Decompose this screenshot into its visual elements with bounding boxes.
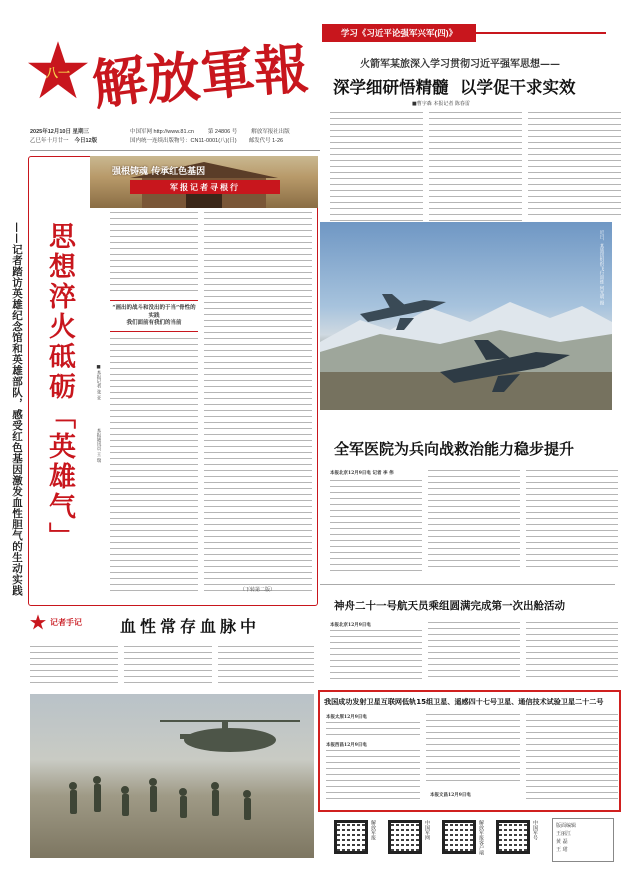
- shenzhou-headline: 神舟二十一号航天员乘组圆满完成第一次出舱活动: [334, 600, 565, 612]
- column-banner: [90, 156, 318, 208]
- masthead-info: [30, 128, 320, 150]
- shenzhou-body: [330, 630, 422, 684]
- masthead-char: 軍: [197, 39, 258, 109]
- lead-body: [528, 112, 621, 218]
- lead-byline: ■曹宇森 本报记者 陈春雷: [412, 101, 470, 107]
- feature-body: [110, 338, 198, 598]
- shenzhou-body: [526, 622, 618, 684]
- editor-name: 王丽江: [556, 831, 572, 837]
- masthead-char: 解: [88, 46, 151, 118]
- editor-name: 黄 磊: [556, 839, 568, 845]
- masthead-char: 報: [252, 36, 311, 104]
- editor-box: [552, 818, 614, 862]
- feature-headline: 思想淬火砥砺「英雄气」: [44, 222, 75, 552]
- hospital-body: [330, 480, 422, 574]
- commentary-tag: [30, 614, 90, 630]
- column-banner-title: 强根铸魂 传承红色基因: [112, 167, 206, 177]
- hospital-body: [526, 470, 618, 574]
- satellite-byline: 本报太原12月9日电: [326, 715, 367, 720]
- jet-photo: [320, 222, 612, 410]
- satellite-body: [526, 714, 618, 804]
- feature-byline: 本报通讯员 王 瑞: [96, 428, 101, 463]
- qr-label: 中国军号: [532, 820, 538, 840]
- shenzhou-byline: 本报北京12月9日电: [330, 623, 371, 628]
- satellite-body: [326, 722, 420, 740]
- postal-code: 邮发代号 1-26: [248, 138, 284, 144]
- qr-code-icon[interactable]: [334, 820, 368, 854]
- issue-date: 2025年12月10日 星期三: [30, 129, 89, 135]
- star-emblem-icon: [28, 40, 88, 100]
- svg-text:八一: 八一: [45, 66, 71, 81]
- commentary-body: [124, 646, 212, 688]
- lead-headline: 深学细研悟精髓 以学促干求实效: [333, 78, 576, 97]
- feature-subhead: 我们面前有我们的当前: [126, 320, 182, 326]
- qr-label: 解放军报: [370, 820, 376, 840]
- masthead-char: 放: [144, 44, 203, 112]
- training-photo: [30, 694, 314, 858]
- masthead-title: [88, 22, 312, 118]
- feature-deck: ——记者踏访英雄纪念馆和英雄部队，感受红色基因激发血性胆气的生动实践: [11, 222, 23, 596]
- commentary-headline: 血性常存血脉中: [120, 617, 261, 636]
- qr-label: 中国军网: [424, 820, 430, 840]
- satellite-byline: 本报文昌12月9日电: [430, 793, 471, 798]
- issue-number: 第 24806 号: [207, 129, 238, 135]
- feature-body: [204, 212, 312, 598]
- feature-continued: （下转第二版）: [240, 587, 276, 593]
- feature-quote: “画出的战斗和没出的于当”骨性的实践: [112, 305, 196, 319]
- editor-name: 王 珺: [556, 847, 568, 853]
- publisher: 解放军报社出版: [251, 129, 290, 135]
- satellite-body: [426, 714, 520, 790]
- satellite-body: [326, 750, 420, 804]
- qr-code-icon[interactable]: [442, 820, 476, 854]
- website[interactable]: 中国军网 http://www.81.cn: [130, 129, 194, 135]
- satellite-headline: 我国成功发射卫星互联网低轨15组卫星、遥感四十七号卫星、通信技术试验卫星二十二号: [324, 697, 604, 706]
- cn-code: 国内统一连续出版物号：CN11-0001(八)(日): [130, 138, 237, 144]
- lead-kicker: 火箭军某旅深入学习贯彻习近平强军思想——: [360, 59, 560, 70]
- qr-code-icon[interactable]: [496, 820, 530, 854]
- page-count: 今日12版: [74, 138, 98, 144]
- lunar-date: 乙巳年十月廿一: [30, 138, 69, 144]
- hospital-body: [428, 470, 520, 574]
- satellite-byline: 本报西昌12月9日电: [326, 743, 367, 748]
- section-rule: [320, 584, 615, 585]
- feature-body: [110, 212, 198, 298]
- star-emblem-icon: [30, 614, 46, 630]
- top-banner-label: 学习《习近平论强军兴军(四)》: [340, 28, 458, 38]
- commentary-tag-label: 记者手记: [50, 617, 82, 627]
- qr-label: 解放军报客户端: [478, 820, 484, 855]
- qr-code-icon[interactable]: [388, 820, 422, 854]
- hospital-headline: 全军医院为兵向战救治能力稳步提升: [334, 440, 575, 458]
- editor-label: 版面编辑: [556, 823, 577, 829]
- photo-caption: 近日，某旅团组织飞行训练 何光明 摄: [599, 230, 604, 305]
- hospital-byline: 本报北京12月9日电 记者 李 伟: [330, 471, 394, 476]
- qr-strip: [330, 818, 620, 868]
- shenzhou-body: [428, 622, 520, 684]
- commentary-body: [30, 646, 118, 688]
- masthead-rule: [30, 150, 320, 151]
- column-banner-sub: 军报记者寻根行: [170, 182, 240, 192]
- top-banner-rule: [476, 32, 606, 34]
- commentary-body: [218, 646, 314, 688]
- feature-byline: ■本报记者 张 亚: [96, 365, 101, 400]
